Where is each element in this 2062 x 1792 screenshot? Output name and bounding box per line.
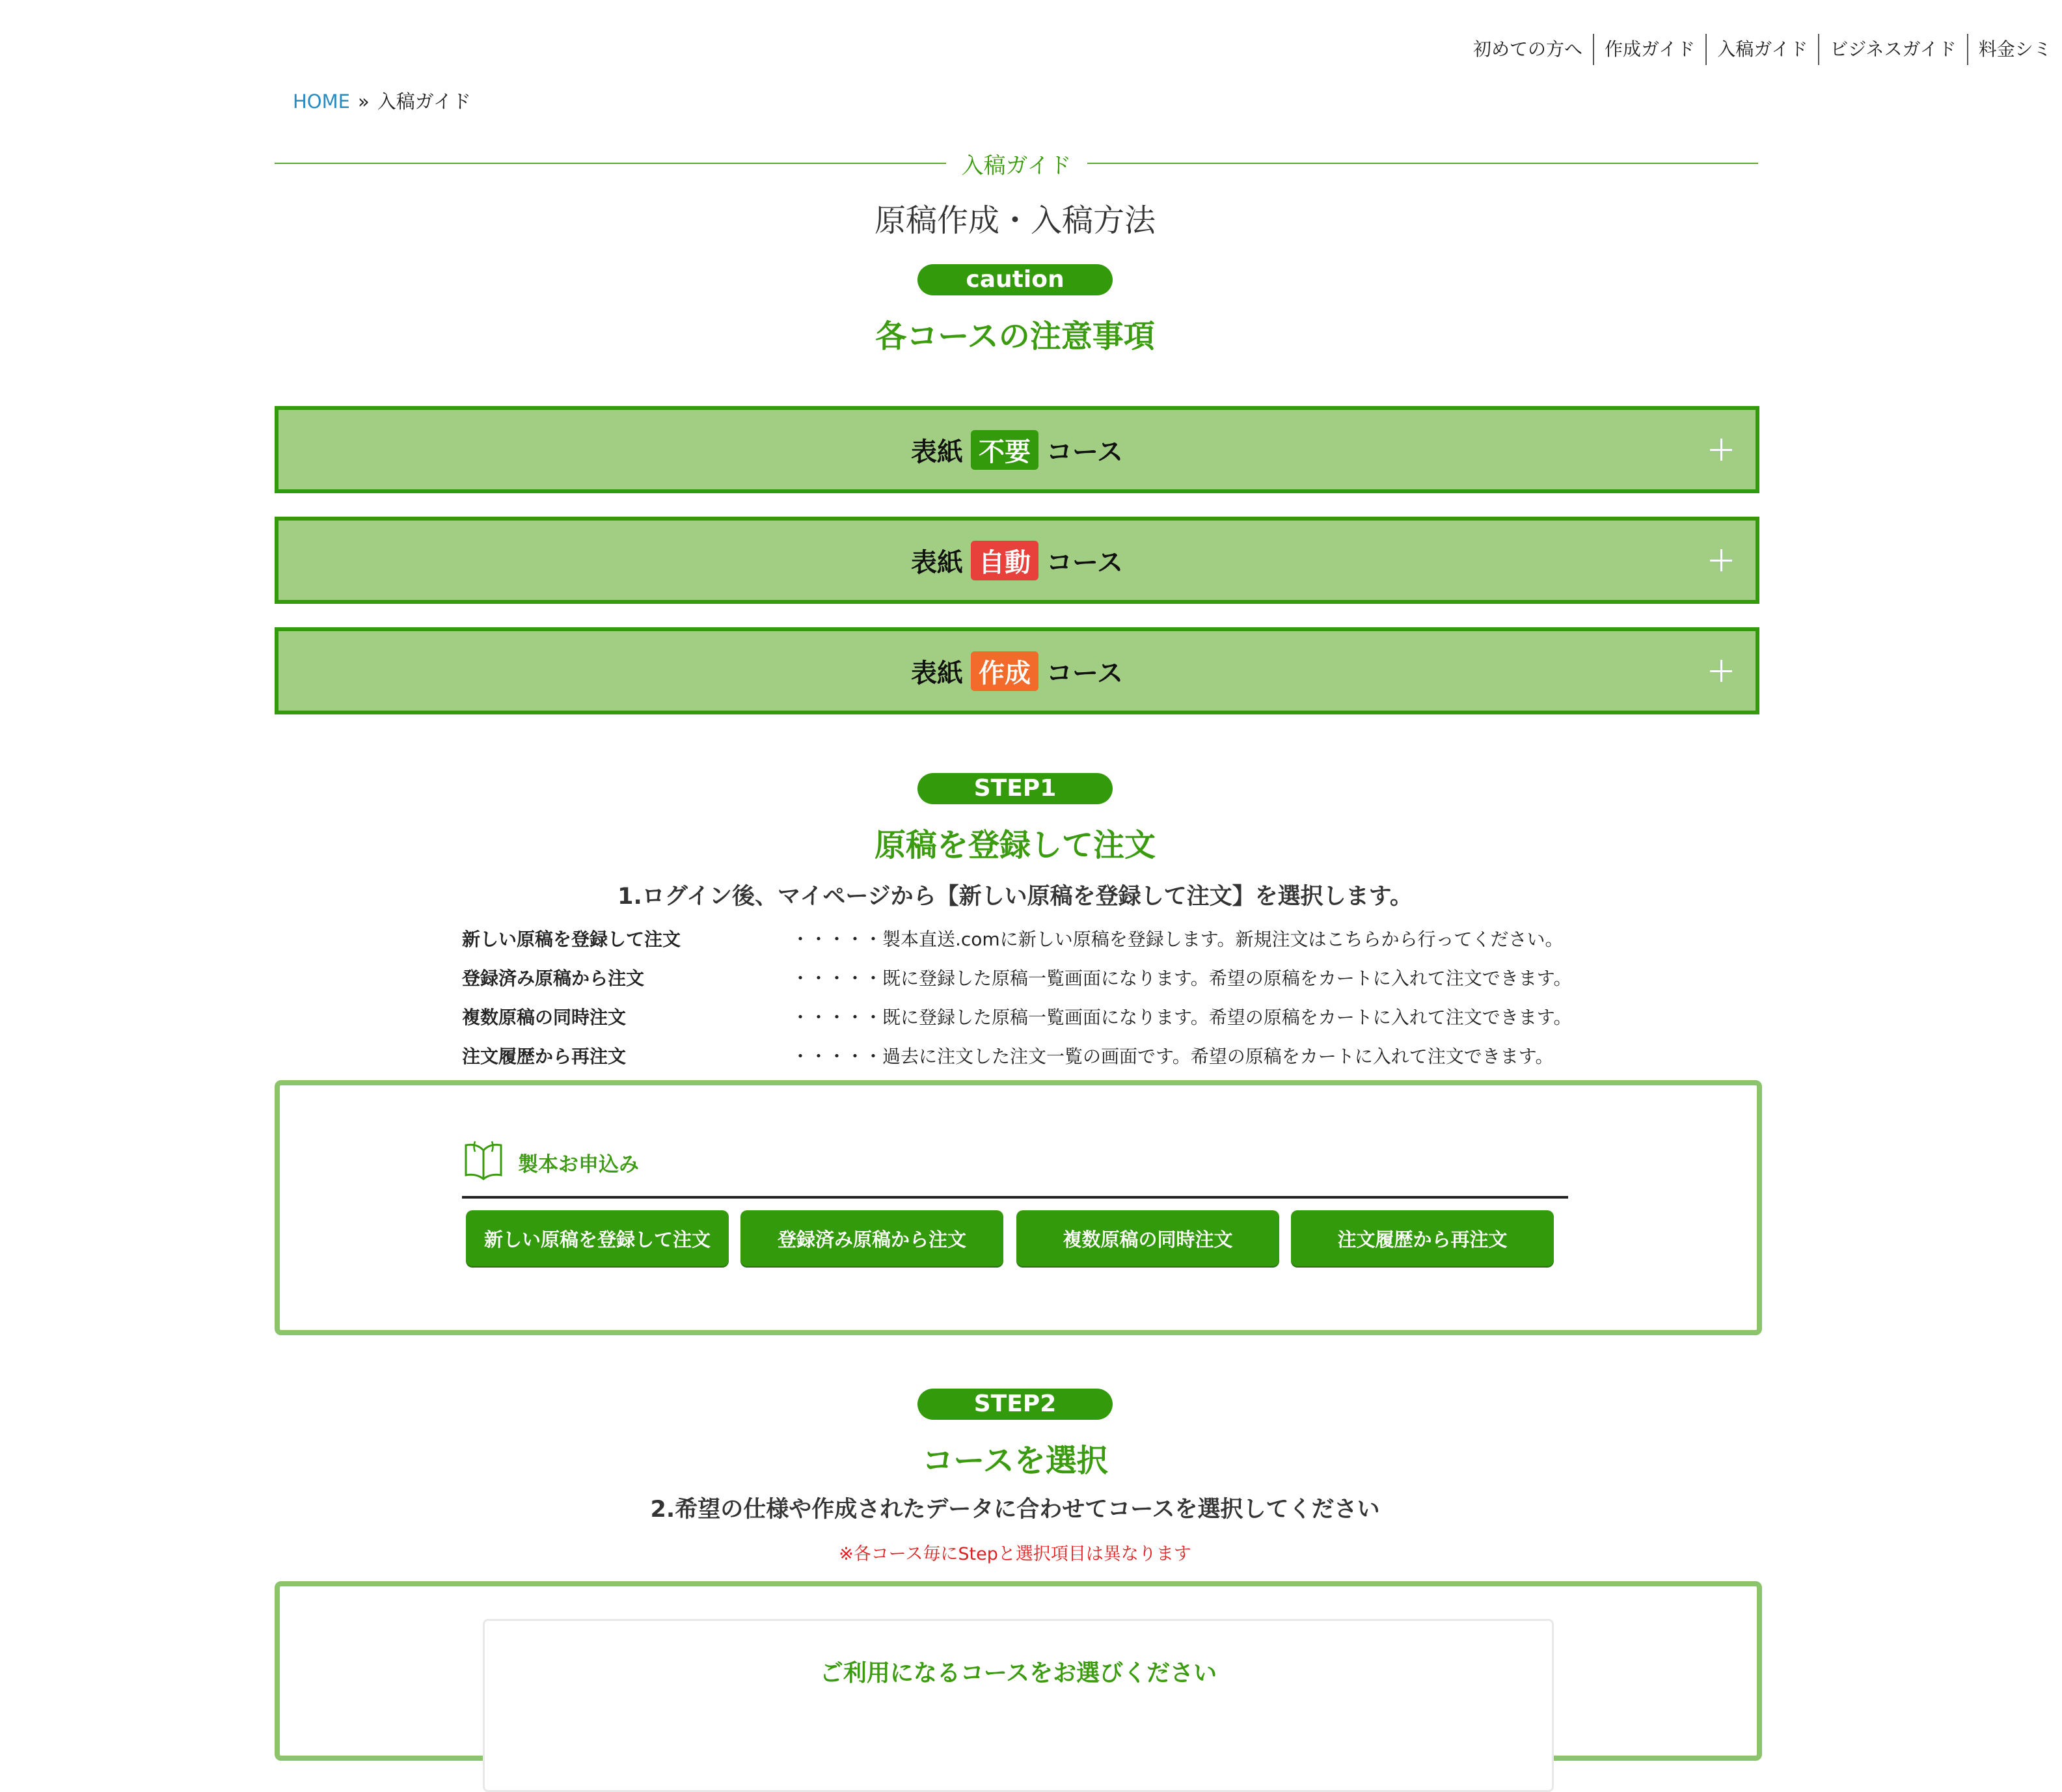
nav-item-submission-guide[interactable]: 入稿ガイド — [1705, 34, 1818, 65]
desc-label: 注文履歴から再注文 — [462, 1046, 627, 1067]
section-label-text: 入稿ガイド — [961, 152, 1072, 179]
desc-text: ・・・・・既に登録した原稿一覧画面になります。希望の原稿をカートに入れて注文できます。 — [791, 1007, 1572, 1028]
nav-item-price-sim[interactable]: 料金シミ — [1967, 34, 2062, 65]
desc-text: ・・・・・既に登録した原稿一覧画面になります。希望の原稿をカートに入れて注文できます。 — [791, 968, 1572, 989]
expand-plus-icon[interactable] — [1710, 660, 1732, 682]
step2-note: ※各コース毎にStepと選択項目は異なります — [839, 1544, 1191, 1564]
nav-item-creation-guide[interactable]: 作成ガイド — [1593, 34, 1705, 65]
accordion-suffix: コース — [1046, 658, 1123, 688]
open-book-icon — [462, 1139, 505, 1182]
accordion-suffix: コース — [1046, 547, 1123, 578]
breadcrumb-current: 入稿ガイド — [377, 90, 471, 113]
caution-title: 各コースの注意事項 — [875, 318, 1155, 355]
step1-subtitle: 1.ログイン後、マイページから【新しい原稿を登録して注文】を選択します。 — [617, 884, 1413, 910]
nav-item-beginners[interactable]: 初めての方へ — [1473, 38, 1583, 60]
step2-subtitle: 2.希望の仕様や作成されたデータに合わせてコースを選択してください — [650, 1497, 1380, 1523]
breadcrumb-separator: » — [357, 90, 370, 113]
multiple-manuscript-order-button[interactable]: 複数原稿の同時注文 — [1016, 1210, 1279, 1266]
accordion-suffix: コース — [1046, 437, 1123, 467]
desc-label: 複数原稿の同時注文 — [462, 1007, 627, 1028]
accordion-badge: 自動 — [971, 541, 1038, 580]
step1-title: 原稿を登録して注文 — [874, 827, 1156, 863]
course-select-card — [483, 1619, 1554, 1792]
step2-title: コースを選択 — [922, 1443, 1108, 1479]
desc-text: ・・・・・過去に注文した注文一覧の画面です。希望の原稿をカートに入れて注文できます。 — [791, 1046, 1554, 1067]
accordion-prefix: 表紙 — [911, 658, 963, 688]
order-panel-title: 製本お申込み — [518, 1153, 639, 1176]
step2-pill: STEP2 — [917, 1389, 1113, 1420]
accordion-label — [911, 541, 1123, 580]
accordion-badge: 作成 — [971, 651, 1038, 691]
order-panel-header — [462, 1139, 1568, 1199]
expand-plus-icon[interactable] — [1710, 549, 1732, 571]
desc-text: ・・・・・製本直送.comに新しい原稿を登録します。新規注文はこちらから行ってください。 — [791, 929, 1564, 950]
divider-line-left — [275, 163, 946, 164]
breadcrumb — [293, 87, 471, 114]
accordion-prefix: 表紙 — [911, 547, 963, 578]
desc-label: 登録済み原稿から注文 — [462, 968, 645, 989]
accordion-cover-unneeded[interactable] — [275, 406, 1759, 493]
page-title: 原稿作成・入稿方法 — [874, 202, 1156, 239]
accordion-prefix: 表紙 — [911, 437, 963, 467]
new-manuscript-order-button[interactable]: 新しい原稿を登録して注文 — [466, 1210, 729, 1266]
step1-pill: STEP1 — [917, 773, 1113, 804]
course-select-title: ご利用になるコースをお選びください — [819, 1660, 1217, 1687]
desc-label: 新しい原稿を登録して注文 — [462, 929, 681, 950]
divider-line-right — [1087, 163, 1759, 164]
accordion-cover-auto[interactable] — [275, 517, 1759, 604]
top-nav — [1465, 34, 2062, 65]
step1-panel — [275, 1080, 1762, 1335]
reorder-from-history-button[interactable]: 注文履歴から再注文 — [1291, 1210, 1554, 1266]
nav-item-business-guide[interactable]: ビジネスガイド — [1818, 34, 1966, 65]
registered-manuscript-order-button[interactable]: 登録済み原稿から注文 — [740, 1210, 1003, 1266]
expand-plus-icon[interactable] — [1710, 439, 1732, 461]
accordion-badge: 不要 — [971, 430, 1038, 470]
accordion-cover-create[interactable] — [275, 627, 1759, 714]
caution-pill: caution — [917, 264, 1113, 295]
accordion-label — [911, 651, 1123, 691]
accordion-label — [911, 430, 1123, 470]
section-label — [275, 146, 1758, 181]
breadcrumb-home-link[interactable]: HOME — [293, 90, 350, 113]
